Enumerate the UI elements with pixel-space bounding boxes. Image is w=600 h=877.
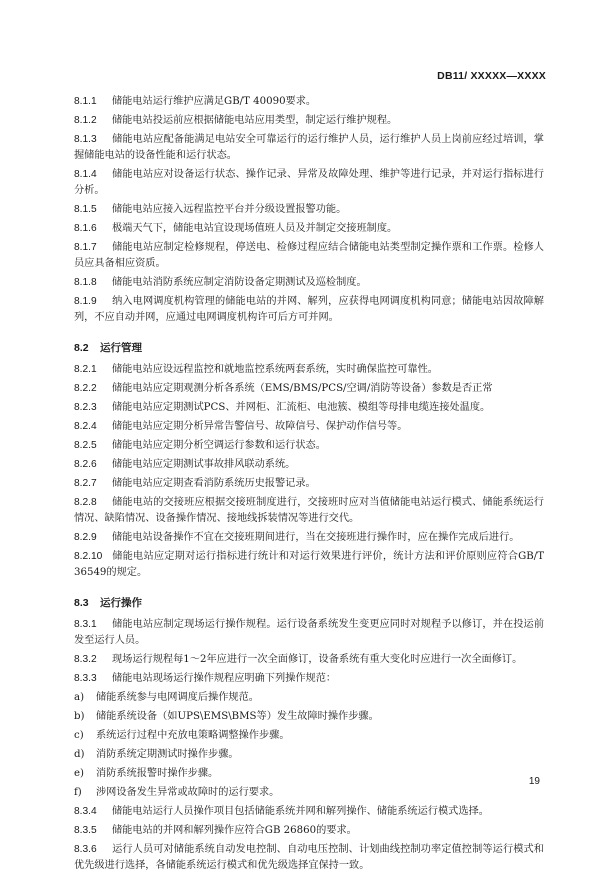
clause-text: 储能电站应制定检修规程，停送电、检修过程应结合储能电站类型制定操作票和工作票。检修人员应具备相应资质。 [74, 242, 544, 269]
clause-paragraph [74, 476, 544, 492]
clause-text: 储能电站的交接班应根据交接班制度进行，交接班时应对当值储能电站运行模式、储能系统运行情况、缺陷情况、设备操作情况、接地线拆装情况等进行交代。 [74, 497, 544, 524]
clause-text: 储能电站应对设备运行状态、操作记录、异常及故障处理、维护等进行记录，并对运行指标进行分析。 [74, 169, 544, 196]
clause-number: 8.2.2 [74, 383, 97, 394]
clause-paragraph [74, 202, 544, 218]
clause-text: 涉网设备发生异常或故障时的运行要求。 [96, 787, 280, 798]
clause-number: 8.2.10 [74, 551, 103, 562]
clause-paragraph [74, 400, 544, 416]
clause-paragraph [74, 438, 544, 454]
clause-number: 8.3 [74, 597, 89, 609]
clause-paragraph [74, 549, 544, 581]
clause-paragraph [74, 804, 544, 820]
clause-paragraph [74, 457, 544, 473]
clause-number: 8.1.3 [74, 134, 97, 145]
clause-text: 储能电站应制定现场运行操作规程。运行设备系统发生变更应同时对规程予以修订，并在投运前发至运行人员。 [74, 619, 544, 646]
clause-number: 8.1.9 [74, 296, 97, 307]
clause-paragraph [74, 381, 544, 397]
clause-paragraph [74, 652, 544, 668]
section-heading [74, 340, 544, 356]
clause-paragraph [74, 221, 544, 237]
clause-text: 储能电站应定期测试事故排风联动系统。 [112, 459, 296, 470]
clause-number: 8.2.6 [74, 459, 97, 470]
clause-number: 8.1.5 [74, 204, 97, 215]
clause-number: 8.1.6 [74, 223, 97, 234]
clause-paragraph [74, 823, 544, 839]
clause-text: 储能电站应接入远程监控平台并分级设置报警功能。 [112, 204, 347, 215]
clause-paragraph [74, 167, 544, 199]
clause-text: 运行操作 [100, 597, 142, 609]
clause-text: 纳入电网调度机构管理的储能电站的并网、解列，应获得电网调度机构同意；储能电站因故障解列，不应自动并网，应通过电网调度机构许可后方可并网。 [74, 296, 544, 323]
clause-paragraph [74, 495, 544, 527]
clause-number: 8.1.1 [74, 96, 97, 107]
list-marker: d) [74, 749, 85, 760]
clause-text: 运行人员可对储能系统自动发电控制、自动电压控制、计划曲线控制功率定值控制等运行模式和优先级进行选择，各储能系统运行模式和优先级选择宜保持一致。 [74, 844, 544, 871]
clause-number: 8.3.6 [74, 844, 97, 855]
clause-number: 8.1.7 [74, 242, 97, 253]
clause-number: 8.1.4 [74, 169, 97, 180]
clause-text: 储能电站应定期观测分析各系统（EMS/BMS/PCS/空调/消防等设备）参数是否正常 [112, 383, 493, 394]
clause-paragraph [74, 419, 544, 435]
clause-number: 8.2 [74, 342, 89, 354]
list-marker: e) [74, 768, 85, 779]
clause-number: 8.2.1 [74, 364, 97, 375]
list-marker: b) [74, 711, 85, 722]
list-marker: a) [74, 692, 85, 703]
clause-number: 8.3.3 [74, 673, 97, 684]
clause-number: 8.2.9 [74, 532, 97, 543]
clause-text: 储能电站应定期测试PCS、并网柜、汇流柜、电池簇、模组等母排电缆连接处温度。 [112, 402, 491, 413]
list-item [74, 709, 544, 725]
clause-text: 储能电站运行人员操作项目包括储能系统并网和解列操作、储能系统运行模式选择。 [112, 806, 489, 817]
clause-paragraph [74, 113, 544, 129]
clause-text: 储能电站设备操作不宜在交接班期间进行，当在交接班进行操作时，应在操作完成后进行。 [112, 532, 520, 543]
clause-text: 运行管理 [100, 342, 142, 354]
clause-text: 储能电站投运前应根据储能电站应用类型，制定运行维护规程。 [112, 115, 398, 126]
clause-text: 储能系统设备（如UPS\EMS\BMS等）发生故障时操作步骤。 [96, 711, 379, 722]
clause-text: 储能电站应定期分析空调运行参数和运行状态。 [112, 440, 326, 451]
list-item [74, 766, 544, 782]
section-heading [74, 595, 544, 611]
clause-paragraph [74, 617, 544, 649]
list-item [74, 785, 544, 801]
clause-number: 8.3.1 [74, 619, 97, 630]
list-item [74, 690, 544, 706]
clause-text: 储能系统参与电网调度后操作规范。 [96, 692, 259, 703]
document-body [74, 94, 544, 877]
clause-paragraph [74, 530, 544, 546]
clause-text: 消防系统报警时操作步骤。 [96, 768, 219, 779]
page-number: 19 [528, 776, 540, 787]
clause-paragraph [74, 132, 544, 164]
clause-text: 储能电站的并网和解列操作应符合GB 26860的要求。 [112, 825, 357, 836]
clause-number: 8.2.4 [74, 421, 97, 432]
clause-text: 储能电站现场运行操作规程应明确下列操作规范： [112, 673, 337, 684]
clause-number: 8.1.2 [74, 115, 97, 126]
clause-paragraph [74, 362, 544, 378]
clause-number: 8.3.5 [74, 825, 97, 836]
clause-paragraph [74, 240, 544, 272]
clause-number: 8.2.7 [74, 478, 97, 489]
clause-number: 8.2.5 [74, 440, 97, 451]
clause-paragraph [74, 294, 544, 326]
clause-text: 储能电站应定期分析异常告警信号、故障信号、保护动作信号等。 [112, 421, 408, 432]
clause-text: 系统运行过程中充放电策略调整操作步骤。 [96, 730, 290, 741]
clause-text: 储能电站应设远程监控和就地监控系统两套系统，实时确保监控可靠性。 [112, 364, 438, 375]
list-item [74, 728, 544, 744]
document-code-header: DB11/ XXXXX—XXXX [437, 70, 546, 82]
clause-paragraph [74, 671, 544, 687]
clause-text: 储能电站应配备能满足电站安全可靠运行的运行维护人员，运行维护人员上岗前应经过培训，掌握储能电站的设备性能和运行状态。 [74, 134, 544, 161]
clause-number: 8.2.8 [74, 497, 97, 508]
list-item [74, 747, 544, 763]
clause-number: 8.2.3 [74, 402, 97, 413]
list-marker: c) [74, 730, 84, 741]
clause-text: 极端天气下，储能电站宜设现场值班人员及并制定交接班制度。 [112, 223, 398, 234]
clause-paragraph [74, 94, 544, 110]
clause-text: 储能电站消防系统应制定消防设备定期测试及巡检制度。 [112, 277, 367, 288]
clause-number: 8.1.8 [74, 277, 97, 288]
clause-text: 消防系统定期测试时操作步骤。 [96, 749, 239, 760]
clause-text: 现场运行规程每1～2年应进行一次全面修订，设备系统有重大变化时应进行一次全面修订。 [112, 654, 523, 665]
clause-text: 储能电站应定期对运行指标进行统计和对运行效果进行评价，统计方法和评价原则应符合GB/T 36549的规定。 [74, 551, 544, 578]
clause-text: 储能电站运行维护应满足GB/T 40090要求。 [112, 96, 317, 107]
list-marker: f) [74, 787, 82, 798]
clause-paragraph [74, 275, 544, 291]
clause-text: 储能电站应定期查看消防系统历史报警记录。 [112, 478, 316, 489]
clause-number: 8.3.2 [74, 654, 97, 665]
clause-number: 8.3.4 [74, 806, 97, 817]
